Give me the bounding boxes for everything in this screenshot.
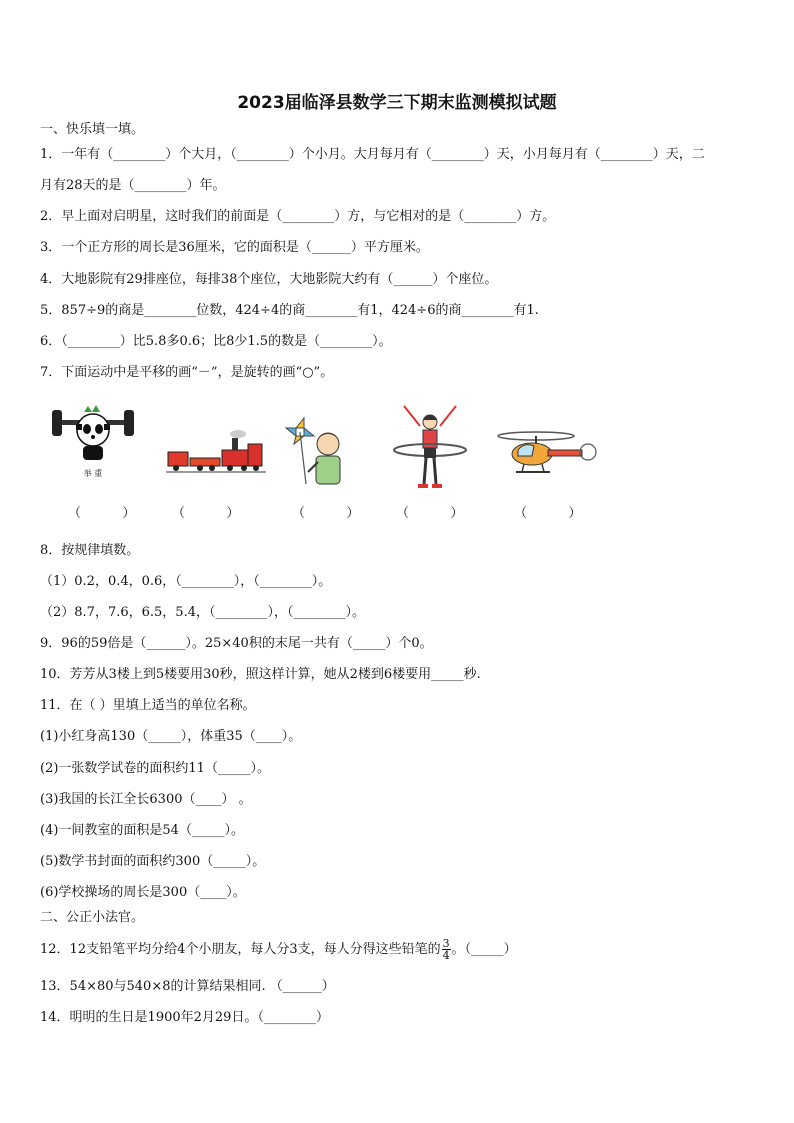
answer-paren-1: （ ）: [68, 506, 136, 521]
question-8: 8．按规律填数。: [40, 543, 140, 558]
question-7-pictures: [40, 400, 760, 500]
question-7: 7．下面运动中是平移的画“－”，是旋转的画“○”。: [40, 365, 334, 380]
question-11-part3: (3)我国的长江全长6300（____） 。: [40, 792, 252, 807]
question-11-part1: (1)小红身高130（_____），体重35（____）。: [40, 729, 302, 744]
question-11: 11．在（ ）里填上适当的单位名称。: [40, 698, 256, 713]
question-11-part6: (6)学校操场的周长是300（____）。: [40, 885, 246, 900]
question-9: 9．96的59倍是（______）。25×40积的末尾一共有（_____）个0。: [40, 636, 433, 651]
weightlifting-caption: 举 重: [83, 469, 103, 478]
answer-paren-5: （ ）: [514, 506, 582, 521]
question-12: [40, 936, 517, 964]
question-2: 2．早上面对启明星，这时我们的前面是（________）方，与它相对的是（________）方。: [40, 209, 556, 224]
question-12-text: 12．12支铅笔平均分给4个小朋友，每人分3支，每人分得这些铅笔的: [40, 942, 441, 957]
answer-paren-3: （ ）: [292, 506, 360, 521]
train-image: [166, 428, 266, 476]
question-11-part4: (4)一间教室的面积是54（_____）。: [40, 823, 244, 838]
question-13: 13．54×80与540×8的计算结果相同. （______）: [40, 979, 335, 994]
answer-paren-4: （ ）: [396, 506, 464, 521]
section-heading-fill: 一、快乐填一填。: [40, 122, 145, 137]
question-10: 10．芳芳从3楼上到5楼要用30秒，照这样计算，她从2楼到6楼要用_____秒.: [40, 667, 481, 682]
fraction-three-quarters: [442, 938, 451, 961]
pinwheel-boy-image: [282, 414, 352, 494]
question-8-part2: （2）8.7，7.6，6.5，5.4，（________），（________）。: [40, 605, 365, 620]
question-5: 5．857÷9的商是________位数，424÷4的商________有1，424÷6的商________有1.: [40, 303, 539, 318]
answer-paren-2: （ ）: [172, 506, 240, 521]
question-1-line1: 1．一年有（________）个大月，（________）个小月。大月每月有（________）天，小月每月有（________）天，二: [40, 147, 705, 162]
question-1-line2: 月有28天的是（________）年。: [40, 178, 226, 193]
question-3: 3．一个正方形的周长是36厘米，它的面积是（______）平方厘米。: [40, 240, 429, 255]
page-title: 2023届临泽县数学三下期末监测模拟试题: [237, 93, 557, 113]
hula-hoop-girl-image: [390, 404, 470, 494]
question-8-part1: （1）0.2，0.4，0.6，（________），（________）。: [40, 574, 332, 589]
question-11-part5: (5)数学书封面的面积约300（_____）。: [40, 854, 266, 869]
question-11-part2: (2)一张数学试卷的面积约11（_____）。: [40, 761, 270, 776]
section-heading-judge: 二、公正小法官。: [40, 910, 145, 925]
question-14: 14．明明的生日是1900年2月29日。（________）: [40, 1010, 329, 1025]
question-4: 4．大地影院有29排座位，每排38个座位，大地影院大约有（______）个座位。: [40, 272, 498, 287]
question-12-answer: 。（_____）: [451, 942, 517, 957]
weightlifting-panda-image: [48, 402, 138, 479]
fraction-denominator: 4: [442, 949, 450, 962]
question-6: 6．（________）比5.8多0.6；比8少1.5的数是（________）。: [40, 334, 392, 349]
helicopter-image: [496, 426, 600, 486]
fraction-numerator: 3: [442, 937, 450, 950]
